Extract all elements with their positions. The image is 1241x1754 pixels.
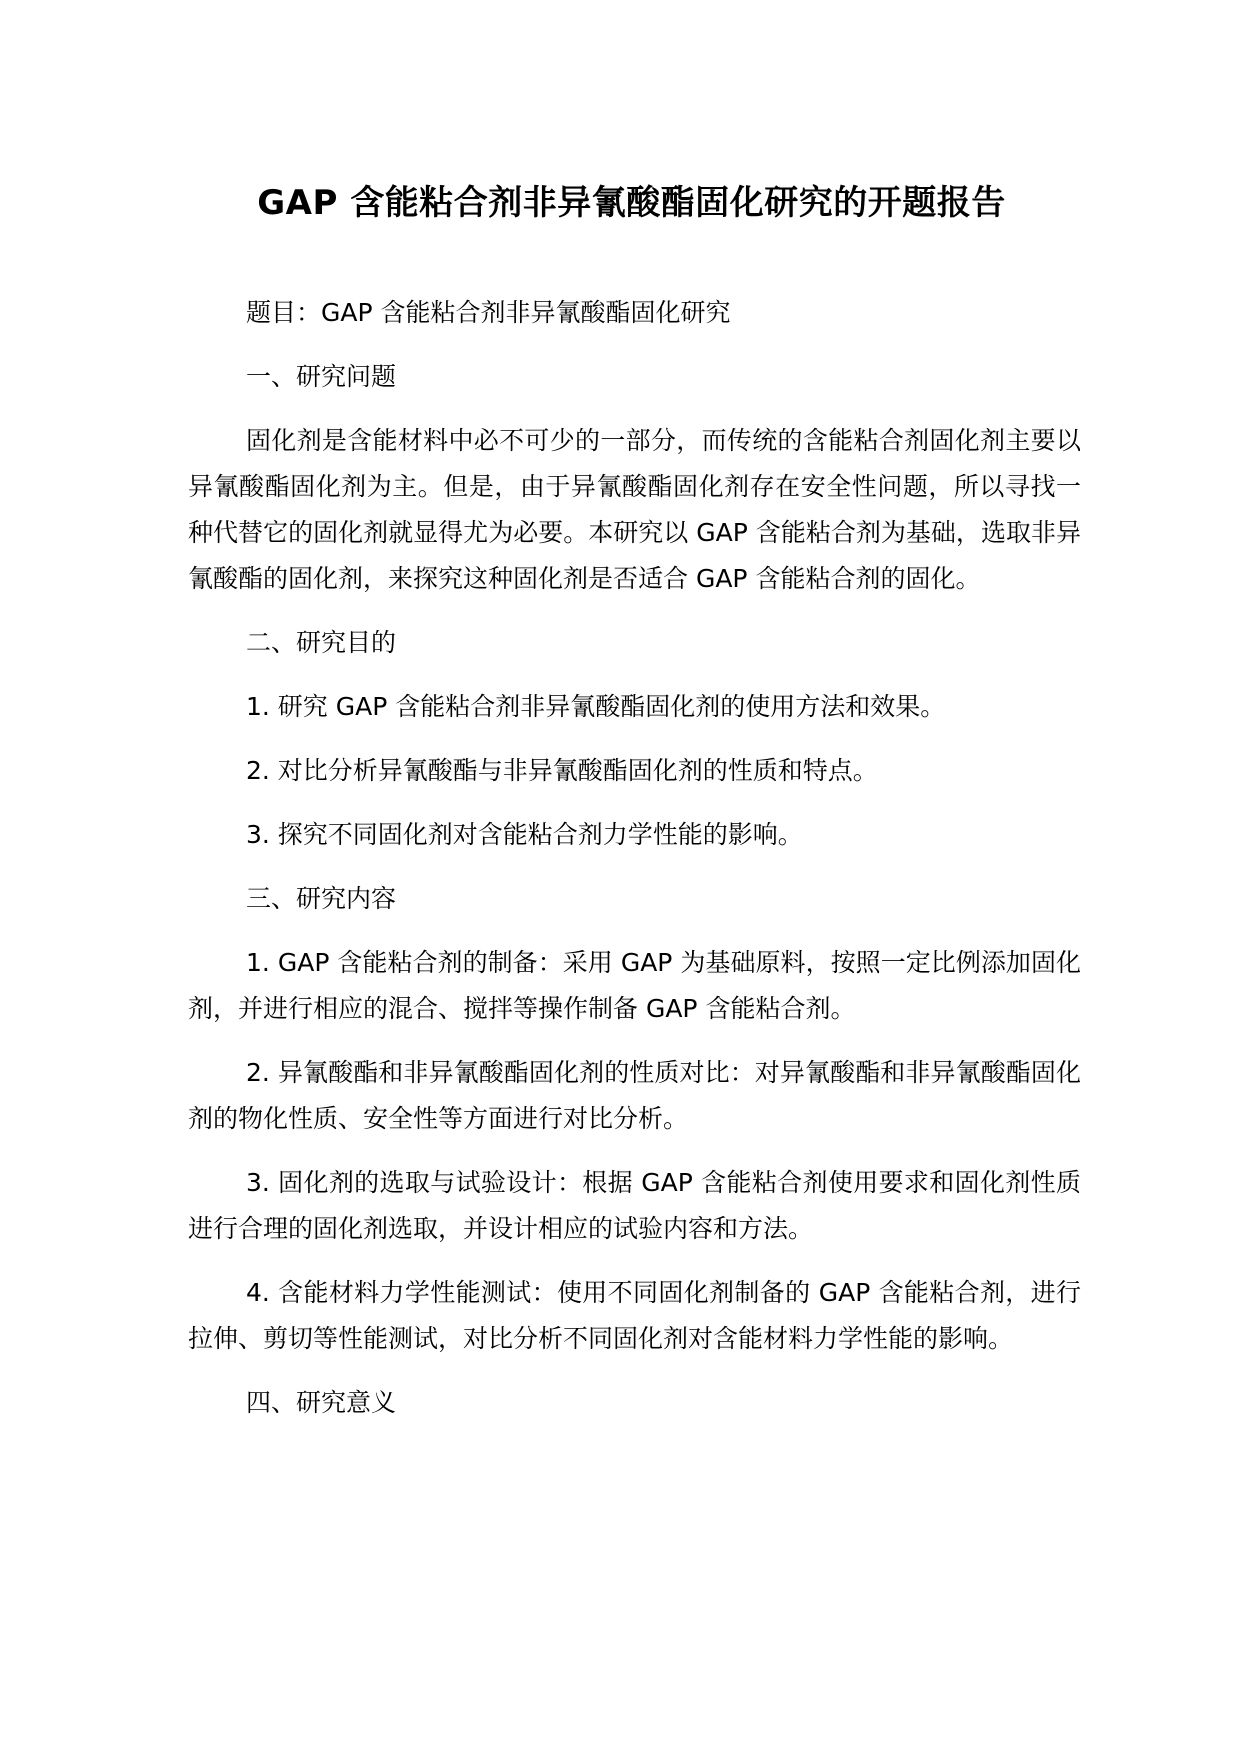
document-title: GAP 含能粘合剂非异氰酸酯固化研究的开题报告 (257, 183, 1006, 223)
section-heading-research-content: 三、研究内容 (246, 884, 397, 913)
section-heading-research-question: 一、研究问题 (246, 362, 397, 391)
section-heading-research-significance: 四、研究意义 (246, 1388, 397, 1417)
section-heading-research-purpose: 二、研究目的 (246, 628, 397, 657)
purpose-item-2: 2. 对比分析异氰酸酯与非异氰酸酯固化剂的性质和特点。 (246, 756, 878, 785)
purpose-item-3: 3. 探究不同固化剂对含能粘合剂力学性能的影响。 (246, 820, 803, 849)
content-item-4: 4. 含能材料力学性能测试：使用不同固化剂制备的 GAP 含能粘合剂，进行拉伸、剪切等性能测试，对比分析不同固化剂对含能材料力学性能的影响。 (188, 1278, 1081, 1353)
document-body (188, 290, 1081, 1426)
purpose-item-1: 1. 研究 GAP 含能粘合剂非异氰酸酯固化剂的使用方法和效果。 (246, 692, 946, 721)
topic-line: 题目：GAP 含能粘合剂非异氰酸酯固化研究 (246, 298, 731, 327)
research-question-paragraph: 固化剂是含能材料中必不可少的一部分，而传统的含能粘合剂固化剂主要以异氰酸酯固化剂为主。但是，由于异氰酸酯固化剂存在安全性问题，所以寻找一种代替它的固化剂就显得尤为必要。本研究以 GAP 含能粘合剂为基础，选取非异氰酸酯的固化剂，来探究这种固化剂是否适合 GAP 含能粘合剂的固化。 (188, 426, 1081, 593)
content-item-2: 2. 异氰酸酯和非异氰酸酯固化剂的性质对比：对异氰酸酯和非异氰酸酯固化剂的物化性质、安全性等方面进行对比分析。 (188, 1058, 1081, 1133)
content-item-3: 3. 固化剂的选取与试验设计：根据 GAP 含能粘合剂使用要求和固化剂性质进行合理的固化剂选取，并设计相应的试验内容和方法。 (188, 1168, 1081, 1243)
content-item-1: 1. GAP 含能粘合剂的制备：采用 GAP 为基础原料，按照一定比例添加固化剂，并进行相应的混合、搅拌等操作制备 GAP 含能粘合剂。 (188, 948, 1081, 1023)
